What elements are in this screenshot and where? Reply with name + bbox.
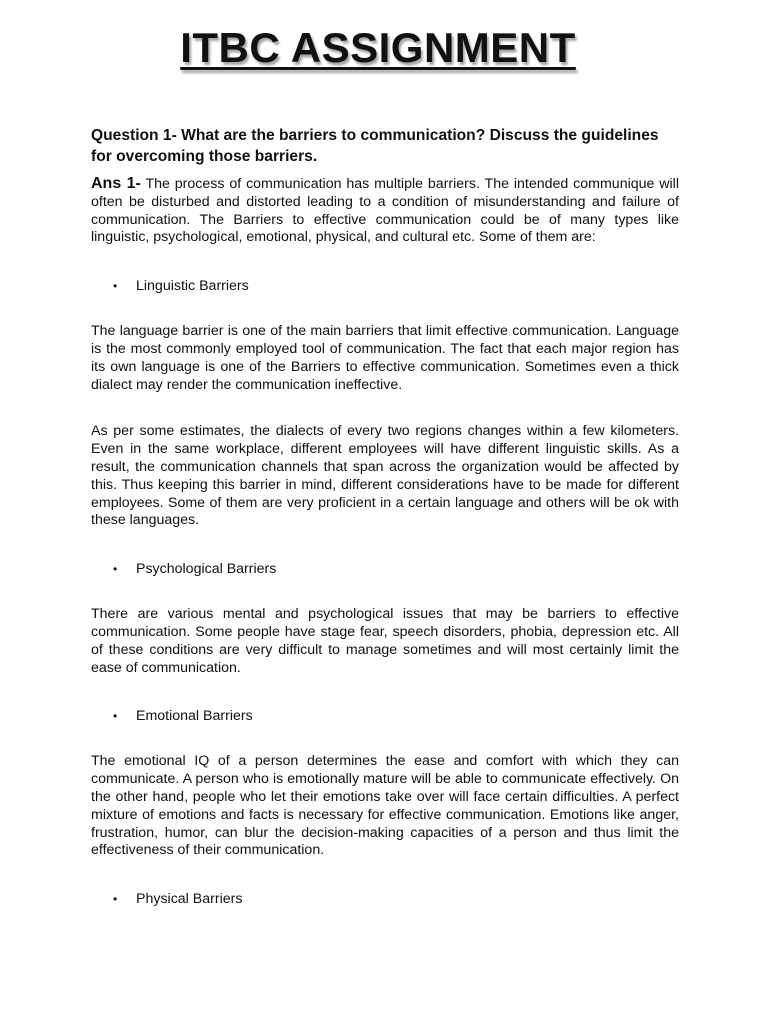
answer-intro-paragraph xyxy=(91,175,679,247)
bullet-label: Physical Barriers xyxy=(136,891,243,908)
paragraph: The emotional IQ of a person determines the ease and comfort with which they can communicate. A person who is emotionally mature will be able to communicate effectively. On the other hand, people who let their emotions take over will face certain difficulties. A perfect mixture of emotions and facts is necessary for effective communication. Emotions like anger, frustration, humor, can blur the decision-making capacities of a person and thus limit the effectiveness of their communication. xyxy=(91,753,679,859)
bullet-icon: • xyxy=(113,892,118,907)
paragraph: As per some estimates, the dialects of every two regions changes within a few kilometers. Even in the same workplace, different employees will have different linguistic skills. As a result, the communication channels that span across the organization would be affected by this. Thus keeping this barrier in mind, different considerations have to be made for different employees. Some of them are very proficient in a certain language and others will be ok with these languages. xyxy=(91,423,679,529)
bullet-emotional-barriers xyxy=(91,707,679,725)
answer-intro-text: The process of communication has multiple barriers. The intended communique will often be disturbed and distorted leading to a condition of misunderstanding and failure of communication. The Barriers to effective communication could be of many types like linguistic, psychological, emotional, physical, and cultural etc. Some of them are: xyxy=(91,176,679,246)
bullet-linguistic-barriers xyxy=(91,277,679,295)
document-title: ITBC ASSIGNMENT xyxy=(180,24,576,71)
bullet-icon: • xyxy=(113,562,118,577)
bullet-psychological-barriers xyxy=(91,560,679,578)
bullet-physical-barriers xyxy=(91,890,679,908)
bullet-icon: • xyxy=(113,709,118,724)
bullet-icon: • xyxy=(113,279,118,294)
bullet-label: Linguistic Barriers xyxy=(136,278,249,295)
document-body xyxy=(91,125,679,908)
question-heading: Question 1- What are the barriers to communication? Discuss the guidelines for overcoming those barriers. xyxy=(91,127,659,165)
bullet-label: Psychological Barriers xyxy=(136,561,277,578)
paragraph: There are various mental and psychological issues that may be barriers to effective communication. Some people have stage fear, speech disorders, phobia, depression etc. All of these conditions are very difficult to manage sometimes and will most certainly limit the ease of communication. xyxy=(91,606,679,676)
answer-label: Ans 1- xyxy=(91,175,141,192)
paragraph: The language barrier is one of the main barriers that limit effective communication. Language is the most commonly employed tool of communication. The fact that each major region has its own language is one of the Barriers to effective communication. Sometimes even a thick dialect may render the communication ineffective. xyxy=(91,323,679,393)
bullet-label: Emotional Barriers xyxy=(136,708,253,725)
